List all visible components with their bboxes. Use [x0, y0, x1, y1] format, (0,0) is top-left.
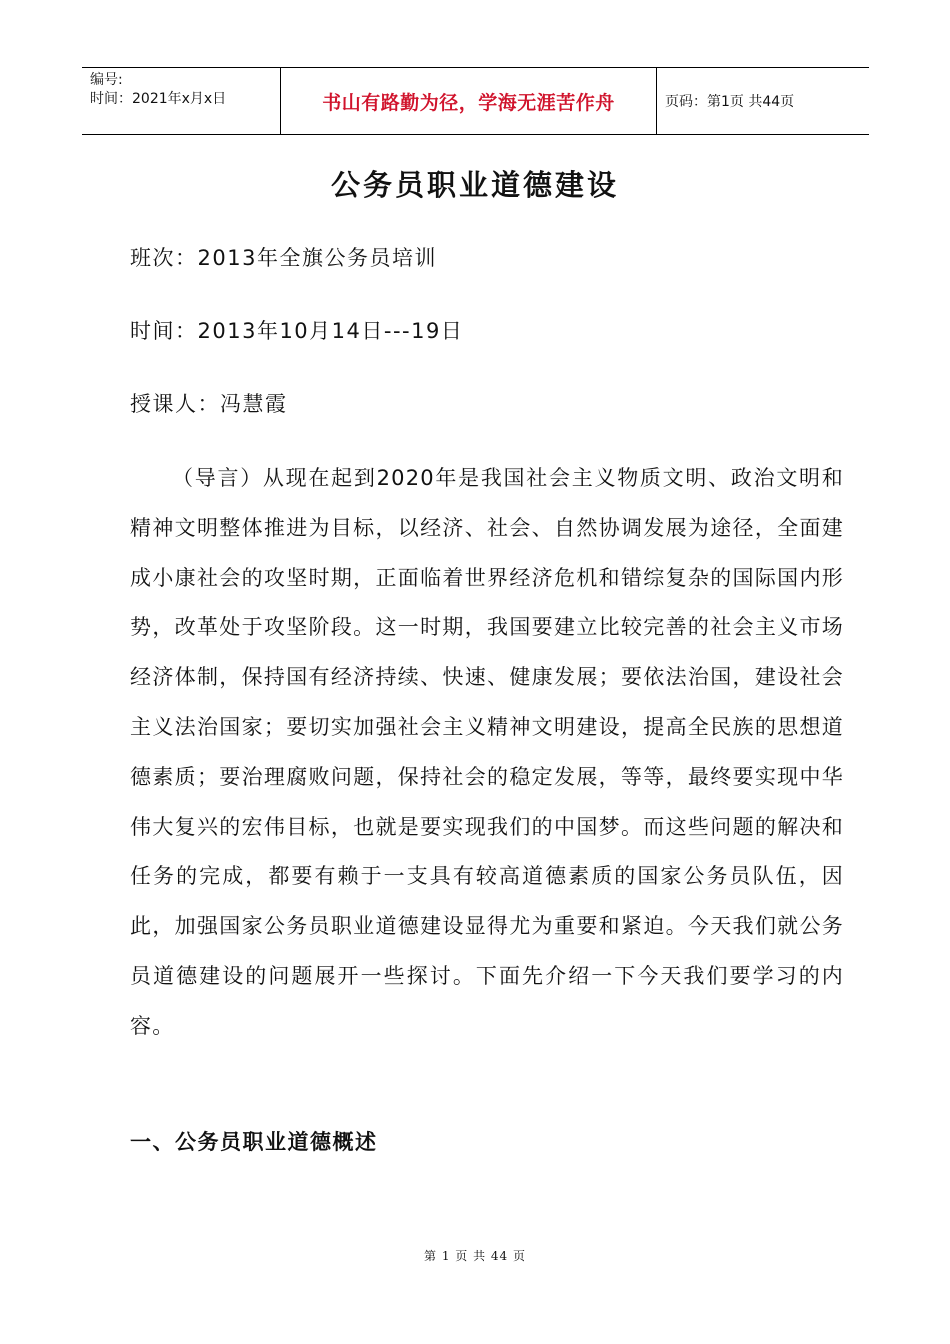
- section-heading: 一、公务员职业道德概述: [130, 1130, 378, 1154]
- header-table: [82, 67, 869, 135]
- page-footer: 第 1 页 共 44 页: [424, 1249, 526, 1263]
- intro-paragraph: （导言）从现在起到2020年是我国社会主义物质文明、政治文明和精神文明整体推进为目标，以经济、社会、自然协调发展为途径，全面建成小康社会的攻坚时期，正面临着世界经济危机和错综复杂的国际国内形势，改革处于攻坚阶段。这一时期，我国要建立比较完善的社会主义市场经济体制，保持国有经济持续、快速、健康发展；要依法治国，建设社会主义法治国家；要切实加强社会主义精神文明建设，提高全民族的思想道德素质；要治理腐败问题，保持社会的稳定发展，等等，最终要实现中华伟大复兴的宏伟目标，也就是要实现我们的中国梦。而这些问题的解决和任务的完成，都要有赖于一支具有较高道德素质的国家公务员队伍，因此，加强国家公务员职业道德建设显得尤为重要和紧迫。今天我们就公务员道德建设的问题展开一些探讨。下面先介绍一下今天我们要学习的内容。: [130, 466, 844, 1038]
- time-label: 时间：2021年x月x日: [90, 91, 227, 107]
- header-info-cell: [82, 68, 281, 134]
- number-label: 编号:: [90, 72, 123, 88]
- class-line: 班次：2013年全旗公务员培训: [130, 246, 437, 270]
- document-title: 公务员职业道德建设: [330, 168, 619, 202]
- header-motto: 书山有路勤为径，学海无涯苦作舟: [281, 68, 657, 134]
- time-line: 时间：2013年10月14日---19日: [130, 319, 464, 343]
- lecturer-line: 授课人：冯慧霞: [130, 392, 288, 416]
- header-page-label: 页码：第1页 共44页: [665, 94, 795, 110]
